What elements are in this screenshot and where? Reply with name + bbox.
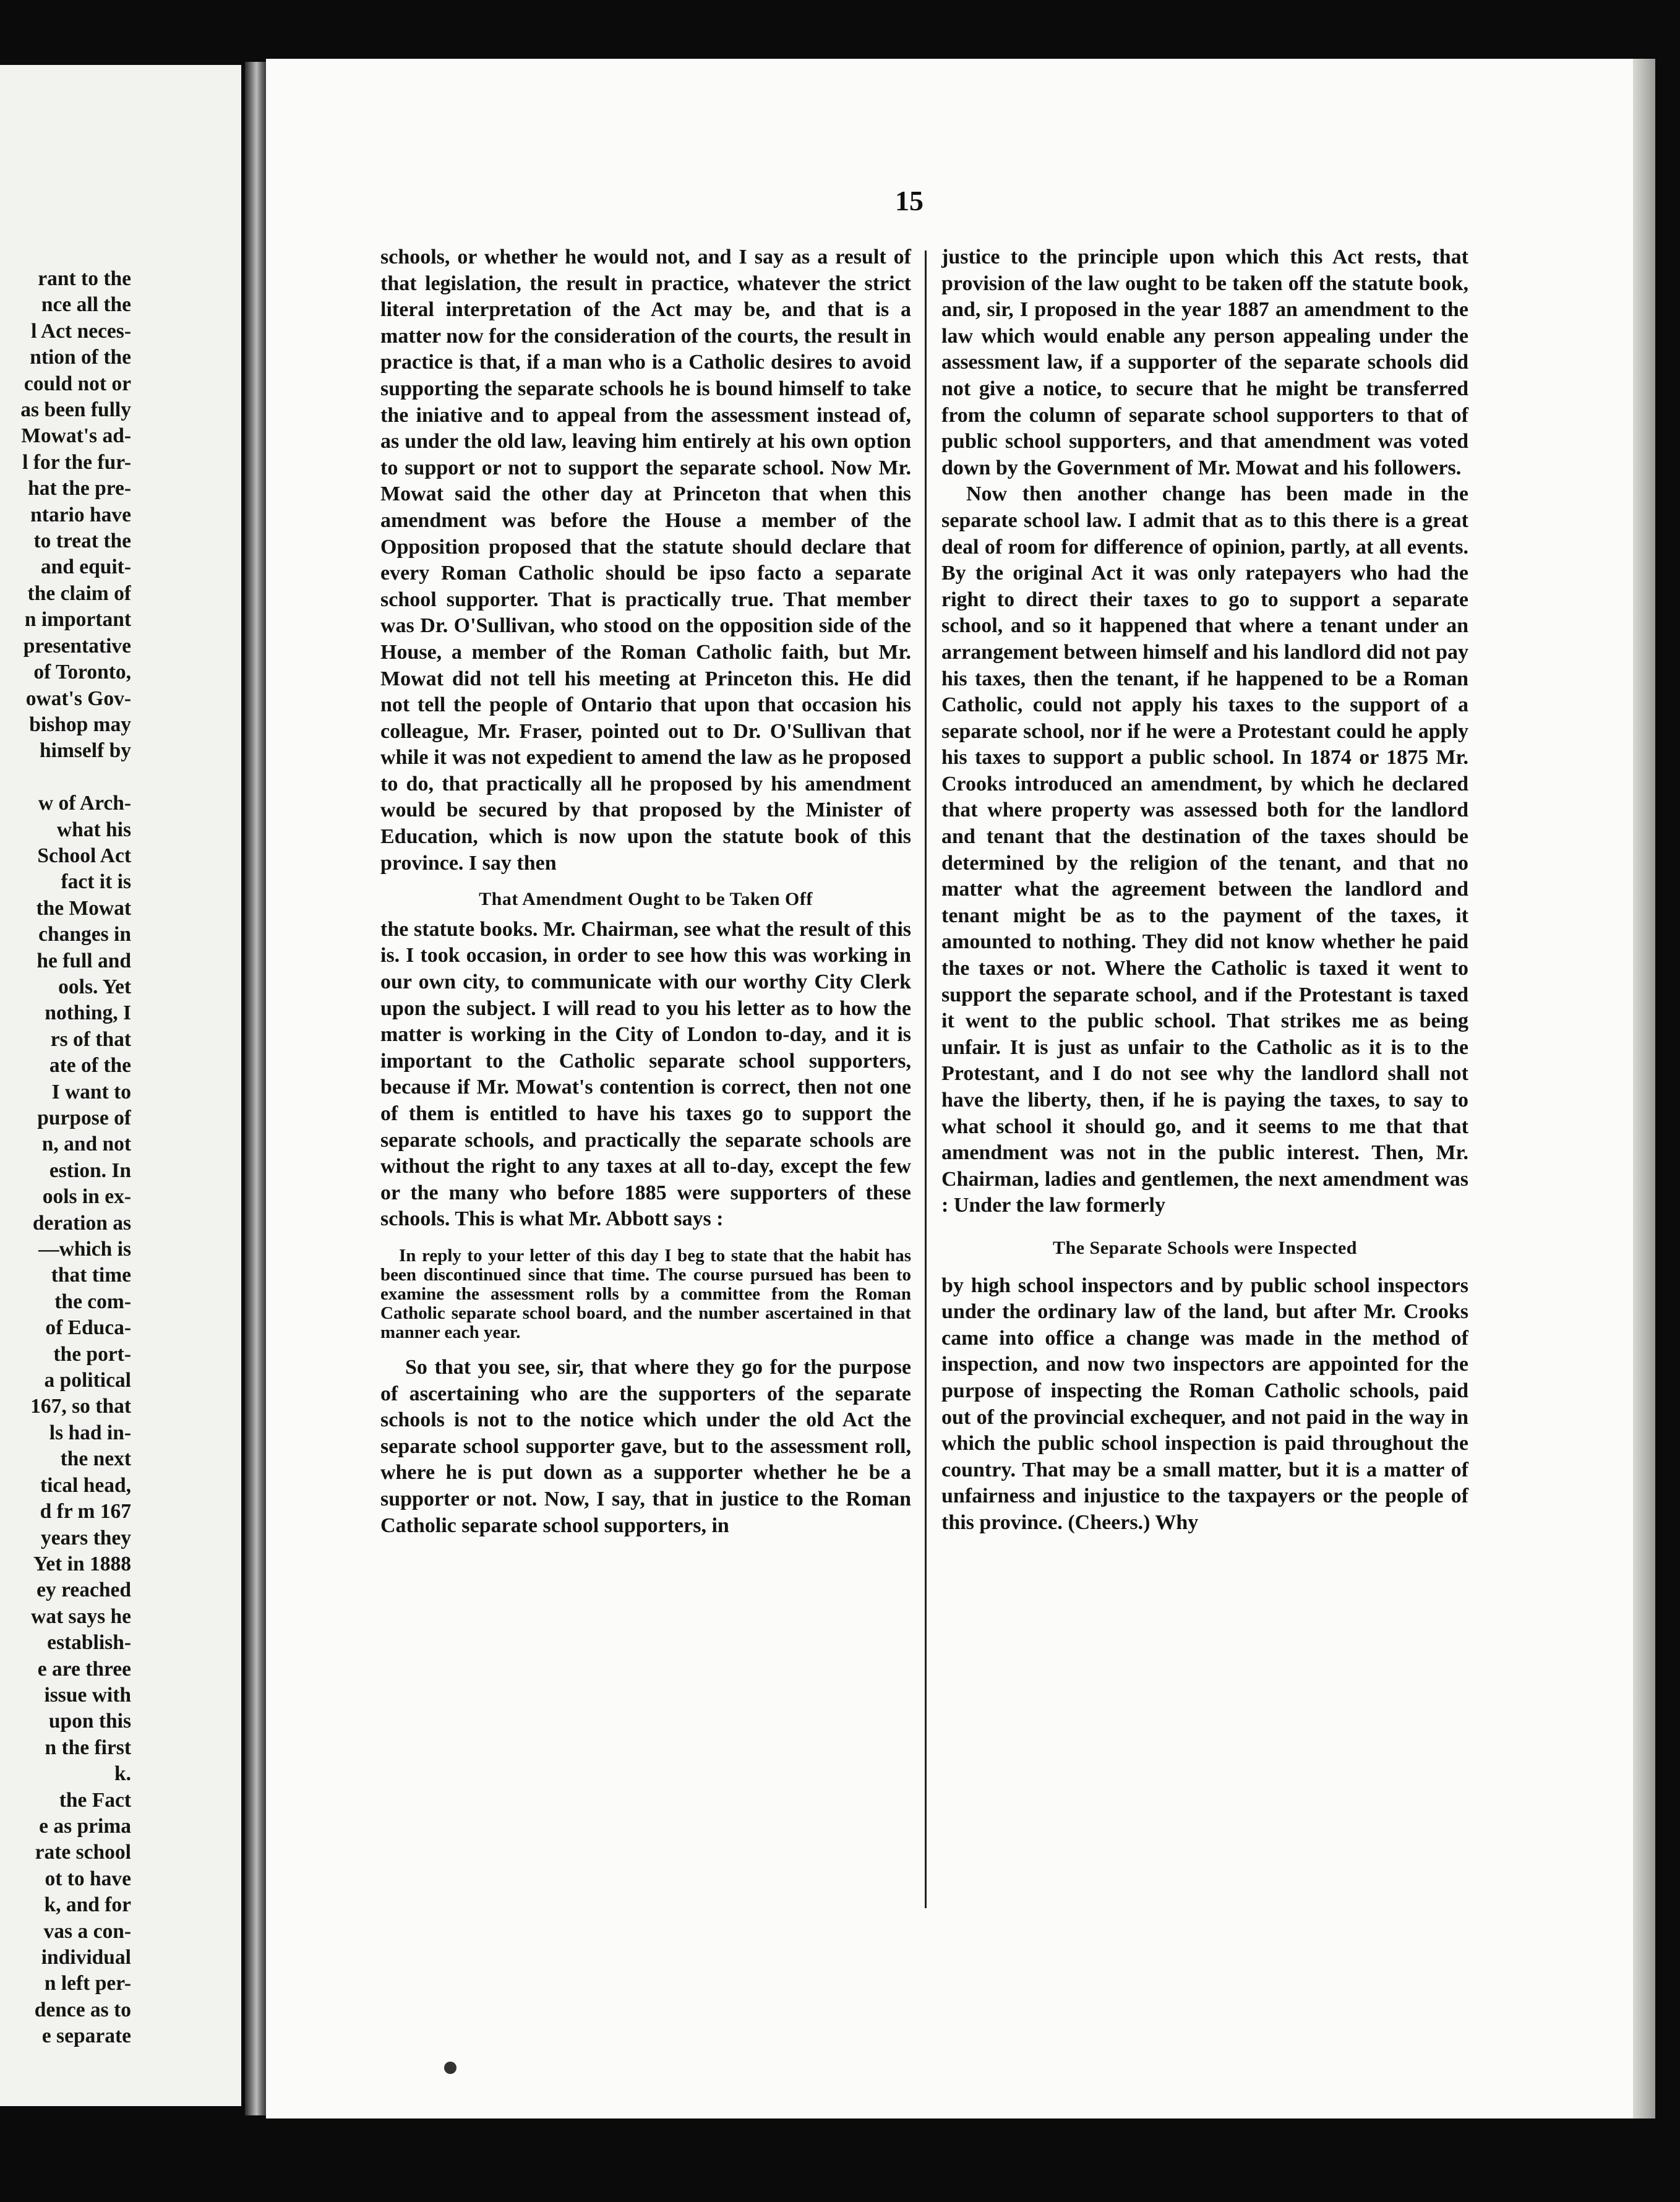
text-column-left xyxy=(380,244,911,1539)
left-page-line: rs of that xyxy=(50,1027,131,1051)
left-page-line: ey reached xyxy=(36,1579,131,1602)
left-page-line: e as prima xyxy=(39,1814,131,1838)
left-page-line: bishop may xyxy=(29,713,131,736)
left-page-line: to treat the xyxy=(33,529,131,553)
left-page-line: Yet in 1888 xyxy=(33,1552,131,1575)
left-page-line: ls had in- xyxy=(49,1421,131,1444)
left-page-line: fact it is xyxy=(61,870,131,894)
left-page-line: e are three xyxy=(37,1657,131,1681)
column-divider xyxy=(925,251,927,1908)
left-page-line: Mowat's ad- xyxy=(21,424,131,448)
left-page-line: what his xyxy=(56,818,131,841)
left-page-line: as been fully xyxy=(20,398,131,422)
left-page-line: purpose of xyxy=(37,1107,131,1129)
left-page-line: issue with xyxy=(44,1683,131,1707)
left-page-line: dence as to xyxy=(34,1998,131,2021)
page-number: 15 xyxy=(895,185,924,216)
left-page-line: the next xyxy=(60,1447,131,1471)
section-heading: The Separate Schools were Inspected xyxy=(1053,1237,1357,1258)
left-page-line: upon this xyxy=(48,1710,131,1733)
section-heading: That Amendment Ought to be Taken Off xyxy=(479,889,813,910)
left-page-line: ools. Yet xyxy=(58,975,131,998)
left-page-line: the Fact xyxy=(59,1788,131,1812)
left-page-line: could not or xyxy=(24,372,131,395)
left-page-line: ate of the xyxy=(49,1054,131,1077)
left-page-line: n important xyxy=(24,608,131,632)
left-page-line: deration as xyxy=(32,1211,131,1235)
left-page-line: tical head, xyxy=(40,1473,131,1497)
left-page-line: —which is xyxy=(38,1238,131,1261)
text-column-right xyxy=(941,244,1468,1536)
left-page xyxy=(0,65,241,2106)
left-page-line: establish- xyxy=(47,1631,131,1655)
left-page-line: I want to xyxy=(51,1080,131,1103)
left-page-line: the port- xyxy=(53,1342,131,1366)
paragraph: justice to the principle upon which this Act rests, that provision of the law ought to be taken off the statute book, and, sir, I proposed in the year 1887 an amendment to the law which would enable any person appealing under the assessment law, if a supporter of the separate schools did not give a notice, to secure that he might be transferred from the column of separate school supporters to that of public school supporters, and that amendment was voted down by the Government of Mr. Mowat and his followers. xyxy=(941,246,1468,479)
left-page-line: of Educa- xyxy=(45,1316,131,1340)
left-page-line: estion. In xyxy=(49,1159,131,1182)
ink-dot xyxy=(444,2062,456,2074)
book-gutter xyxy=(245,62,266,2115)
left-page-line: the claim of xyxy=(27,581,131,605)
paragraph: by high school inspectors and by public school inspectors under the ordinary law of the land, but after Mr. Crooks came into office a change was made in the method of inspection, and now two inspectors are appointed for the purpose of inspecting the Roman Catholic schools, paid out of the provincial exchequer, and not paid in the way in which the public school inspection is paid throughout the country. That may be a small matter, but it is a matter of unfairness and injustice to the taxpayers or the people of this province. (Cheers.) Why xyxy=(941,1274,1468,1534)
left-page-line: owat's Gov- xyxy=(25,687,131,710)
left-page-line: rate school xyxy=(35,1841,131,1864)
left-page-line: n, and not xyxy=(41,1133,131,1156)
left-page-line: wat says he xyxy=(31,1604,131,1628)
left-page-line: and equit- xyxy=(40,555,131,579)
left-page-line: ools in ex- xyxy=(42,1185,131,1209)
left-page-line: l for the fur- xyxy=(22,450,131,474)
left-page-line: he full and xyxy=(36,949,131,972)
left-page-line: of Toronto, xyxy=(33,661,131,684)
left-page-line: a political xyxy=(44,1369,131,1392)
left-page-line: changes in xyxy=(38,923,131,946)
left-page-line: that time xyxy=(51,1264,131,1287)
left-page-line: the com- xyxy=(54,1290,131,1313)
paragraph: So that you see, sir, that where they go for the purpose of ascertaining who are the supporters of the separate schools is not to the notice which under the old Act the separate school supporter gave, but to the assessment roll, where he is put down as a supporter whether he be a supporter or not. Now, I say, that in justice to the Roman Catholic separate school supporters, in xyxy=(380,1355,911,1537)
left-page-line: ntion of the xyxy=(30,346,131,369)
left-page-line: hat the pre- xyxy=(28,477,131,500)
left-page-line: vas a con- xyxy=(43,1919,131,1943)
paragraph: schools, or whether he would not, and I say as a result of that legislation, the result in practice, whatever the strict literal interpretation of the Act may be, and that is a matter now for the consideration of the courts, the result in practice is that, if a man who is a Catholic desires to avoid supporting the separate schools he is bound himself to take the iniative and to appeal from the assessment instead of, as under the old law, leaving him entirely at his own option to support or not to support the separate school. Now Mr. Mowat said the other day at Princeton that when this amendment was before the House a member of the Opposition proposed that the statute should declare that every Roman Catholic should be ipso facto a separate school supporter. That is practically true. That member was Dr. O'Sullivan, who stood on the opposition side of the House, a member of the Roman Catholic faith, but Mr. Mowat did not tell his meeting at Princeton this. He did not tell the people of Ontario that upon that occasion his colleague, Mr. Fraser, pointed out to Dr. O'Sullivan that while it was not expedient to amend the law as he proposed to do, that practically all he proposed by his amendment would be secured by that proposed by the Minister of Education, which is now upon the statute book of this province. I say then xyxy=(380,246,911,875)
page-edge xyxy=(1633,59,1655,2118)
left-page-line: himself by xyxy=(40,739,131,763)
left-page-line: ot to have xyxy=(45,1867,131,1890)
left-page-line: rant to the xyxy=(38,267,131,290)
left-page-line: k. xyxy=(114,1762,131,1786)
left-page-line: l Act neces- xyxy=(31,319,131,343)
left-page-line: n the first xyxy=(45,1736,131,1759)
left-page-line: years they xyxy=(40,1526,131,1549)
left-page-line: n left per- xyxy=(44,1972,131,1995)
left-page-line: individual xyxy=(41,1946,131,1969)
left-page-line: ntario have xyxy=(30,503,131,526)
left-page-text-fragments xyxy=(0,266,131,2050)
left-page-line: d fr m 167 xyxy=(40,1500,131,1523)
left-page-line: k, and for xyxy=(44,1893,131,1917)
left-page-line: nothing, I xyxy=(45,1001,131,1025)
left-page-line: e separate xyxy=(41,2024,131,2048)
left-page-line xyxy=(0,765,131,790)
quoted-letter: In reply to your letter of this day I beg to state that the habit has been discontinued since that time. The course pursued has been to examine the assessment rolls by a committee from the Roman Catholic separate school board, and the number ascertained in that manner each year. xyxy=(380,1245,911,1342)
left-page-line: w of Arch- xyxy=(38,792,131,815)
paragraph: the statute books. Mr. Chairman, see what the result of this is. I took occasion, in order to see how this was working in our own city, to communicate with our worthy City Clerk upon the subject. I will read to you his letter as to how the matter is working in the City of London to-day, and it is important to the Catholic separate school supporters, because if Mr. Mowat's contention is correct, then not one of them is entitled to have his taxes go to support the separate schools, and practically the separate schools are without the right to any taxes at all to-day, except the few or the many who before 1885 were supporters of these schools. This is what Mr. Abbott says : xyxy=(380,917,911,1231)
left-page-line: 167, so that xyxy=(30,1395,131,1418)
left-page-line: presentative xyxy=(23,634,131,658)
left-page-line: nce all the xyxy=(41,293,131,317)
left-page-line: School Act xyxy=(37,844,131,867)
paragraph: Now then another change has been made in the separate school law. I admit that as to this there is a great deal of room for difference of opinion, partly, at all events. By the original Act it was only ratepayers who had the right to direct their taxes to go to support a separate school, and so it happened that where a tenant under an arrangement between himself and his landlord did not pay his taxes, then the tenant, if he happened to be a Roman Catholic, could not apply his taxes to the support of a separate school, nor if he were a Protestant could he apply his taxes to support a public school. In 1874 or 1875 Mr. Crooks introduced an amendment, by which he declared that where property was assessed both for the landlord and tenant that the destination of the taxes should be determined by the religion of the tenant, and that no matter what the agreement between the landlord and tenant might be as to the payment of the taxes, it amounted to nothing. They did not know whether he paid the taxes or not. Where the Catholic is taxed it went to support the separate school, and if the Protestant is taxed it went to the public school. That strikes me as being unfair. It is just as unfair to the Catholic as it is to the Protestant, and I do not see why the landlord shall not have the liberty, then, if he is paying the taxes, to say to what school it should go, and it seems to me that that amendment was not in the public interest. Then, Mr. Chairman, ladies and gentlemen, the next amendment was : Under the law formerly xyxy=(941,482,1468,1217)
left-page-line: the Mowat xyxy=(36,896,131,920)
